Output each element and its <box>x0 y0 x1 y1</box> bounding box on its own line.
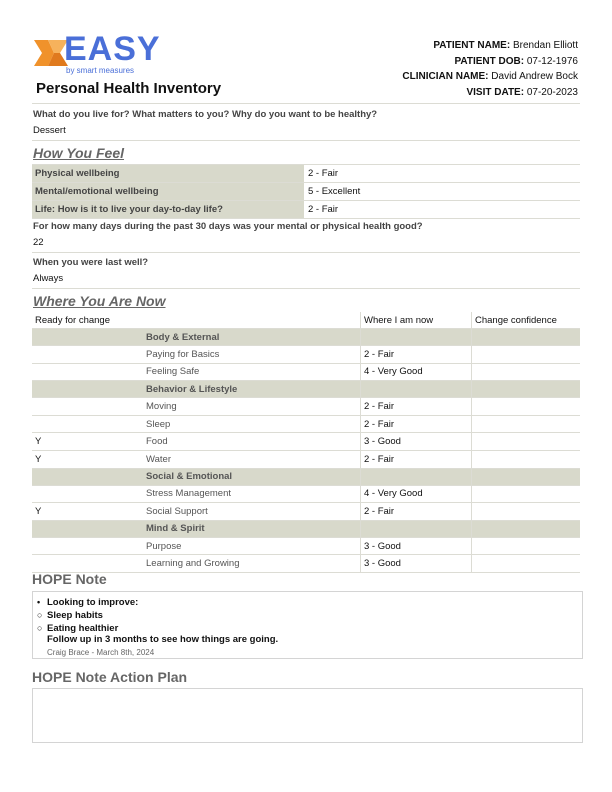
group-row <box>32 468 580 485</box>
feel-row <box>32 201 580 219</box>
group-row <box>32 520 580 537</box>
list-item <box>37 596 138 609</box>
item-name: Paying for Basics <box>143 346 361 364</box>
header-ready: Ready for change <box>32 312 143 329</box>
ready-for-change <box>32 398 143 416</box>
section-title-where-you-are-now: Where You Are Now <box>33 293 166 309</box>
header-blank <box>143 312 361 329</box>
table-row <box>32 398 580 416</box>
change-confidence <box>472 503 581 521</box>
last-well-question: When you were last well? <box>33 257 149 268</box>
feel-row <box>32 165 580 183</box>
where-i-am-now: 2 - Fair <box>361 346 472 364</box>
item-name: Stress Management <box>143 485 361 503</box>
change-confidence <box>472 433 581 451</box>
action-plan-box <box>32 688 583 743</box>
group-blank <box>32 381 143 398</box>
change-confidence <box>472 450 581 468</box>
change-confidence <box>472 485 581 503</box>
visit-date-line <box>402 85 578 101</box>
header-confidence: Change confidence <box>472 312 581 329</box>
clinician-label: CLINICIAN NAME: <box>402 71 489 82</box>
list-item-text: Sleep habits <box>47 610 103 621</box>
feel-value: 2 - Fair <box>308 204 339 215</box>
clinician-name: David Andrew Bock <box>491 71 578 82</box>
feel-label: Physical wellbeing <box>32 165 304 182</box>
group-row <box>32 329 580 346</box>
hope-note-box <box>32 591 583 659</box>
list-item <box>37 609 138 622</box>
patient-dob-label: PATIENT DOB: <box>454 55 525 67</box>
days-answer: 22 <box>33 237 44 248</box>
intro-question: What do you live for? What matters to you? Why do you want to be healthy? <box>33 109 378 120</box>
easy-logo-mark-icon <box>34 38 68 68</box>
where-i-am-now: 2 - Fair <box>361 450 472 468</box>
item-name: Water <box>143 450 361 468</box>
patient-name-line <box>402 38 578 54</box>
group-row <box>32 381 580 398</box>
where-i-am-now: 4 - Very Good <box>361 485 472 503</box>
group-blank <box>32 468 143 485</box>
divider <box>32 288 580 289</box>
group-name: Behavior & Lifestyle <box>143 381 361 398</box>
page-title: Personal Health Inventory <box>36 80 222 97</box>
ready-for-change <box>32 415 143 433</box>
patient-dob: 07-12-1976 <box>526 55 578 67</box>
table-header-row <box>32 312 580 329</box>
table-row <box>32 433 580 451</box>
where-i-am-now: 2 - Fair <box>361 415 472 433</box>
clinician-line <box>402 69 578 85</box>
where-i-am-now: 3 - Good <box>361 433 472 451</box>
ready-for-change <box>32 537 143 555</box>
group-blank <box>361 468 472 485</box>
visit-date: 07-20-2023 <box>526 86 578 98</box>
table-row <box>32 415 580 433</box>
change-confidence <box>472 555 581 573</box>
table-row <box>32 537 580 555</box>
group-name: Social & Emotional <box>143 468 361 485</box>
group-blank <box>361 381 472 398</box>
where-you-are-now-table <box>32 312 580 573</box>
group-blank <box>361 520 472 537</box>
table-row <box>32 485 580 503</box>
group-blank <box>32 329 143 346</box>
feel-label: Mental/emotional wellbeing <box>32 183 304 200</box>
logo-wordmark: EASY <box>64 30 161 68</box>
patient-name-label: PATIENT NAME: <box>433 40 511 51</box>
hope-note-title: HOPE Note <box>32 571 107 587</box>
patient-name: Brendan Elliott <box>512 40 578 51</box>
report-header <box>0 0 612 104</box>
intro-answer: Dessert <box>33 125 66 136</box>
ready-for-change <box>32 485 143 503</box>
group-blank <box>361 329 472 346</box>
feel-value: 2 - Fair <box>308 168 339 179</box>
feel-row <box>32 183 580 201</box>
where-i-am-now: 3 - Good <box>361 555 472 573</box>
table-row <box>32 450 580 468</box>
where-i-am-now: 2 - Fair <box>361 503 472 521</box>
item-name: Feeling Safe <box>143 363 361 381</box>
days-question: For how many days during the past 30 days was your mental or physical health good? <box>33 221 423 232</box>
bullet-icon: ○ <box>37 623 43 633</box>
patient-info <box>402 38 578 100</box>
section-title-how-you-feel: How You Feel <box>33 145 125 161</box>
where-i-am-now: 3 - Good <box>361 537 472 555</box>
group-blank <box>32 520 143 537</box>
change-confidence <box>472 537 581 555</box>
last-well-answer: Always <box>33 273 64 284</box>
group-blank <box>472 381 581 398</box>
where-i-am-now: 2 - Fair <box>361 398 472 416</box>
bullet-icon: • <box>37 597 41 607</box>
feel-value: 5 - Excellent <box>308 186 361 197</box>
ready-for-change <box>32 555 143 573</box>
item-name: Purpose <box>143 537 361 555</box>
ready-for-change: Y <box>32 433 143 451</box>
divider <box>32 103 580 104</box>
where-i-am-now: 4 - Very Good <box>361 363 472 381</box>
patient-dob-line <box>402 54 578 70</box>
item-name: Moving <box>143 398 361 416</box>
hope-author: Craig Brace - March 8th, 2024 <box>47 648 155 657</box>
header-where: Where I am now <box>361 312 472 329</box>
bullet-icon: ○ <box>37 610 43 620</box>
logo-tagline: by smart measures <box>66 66 135 75</box>
ready-for-change <box>32 363 143 381</box>
item-name: Food <box>143 433 361 451</box>
hope-note-list <box>37 596 138 635</box>
visit-date-label: VISIT DATE: <box>466 86 525 98</box>
hope-followup: Follow up in 3 months to see how things are going. <box>47 634 279 645</box>
item-name: Sleep <box>143 415 361 433</box>
table-row <box>32 363 580 381</box>
ready-for-change <box>32 346 143 364</box>
action-plan-title: HOPE Note Action Plan <box>32 669 188 685</box>
item-name: Learning and Growing <box>143 555 361 573</box>
divider <box>32 252 580 253</box>
change-confidence <box>472 363 581 381</box>
group-name: Mind & Spirit <box>143 520 361 537</box>
ready-for-change: Y <box>32 503 143 521</box>
table-row <box>32 346 580 364</box>
group-blank <box>472 520 581 537</box>
change-confidence <box>472 415 581 433</box>
change-confidence <box>472 346 581 364</box>
table-row <box>32 503 580 521</box>
feel-label: Life: How is it to live your day-to-day life? <box>32 201 304 218</box>
group-name: Body & External <box>143 329 361 346</box>
ready-for-change: Y <box>32 450 143 468</box>
easy-logo <box>34 30 164 78</box>
divider <box>32 140 580 141</box>
list-item-text: Eating healthier <box>47 623 119 634</box>
group-blank <box>472 468 581 485</box>
list-item-text: Looking to improve: <box>47 597 139 608</box>
group-blank <box>472 329 581 346</box>
item-name: Social Support <box>143 503 361 521</box>
change-confidence <box>472 398 581 416</box>
table-row <box>32 555 580 573</box>
